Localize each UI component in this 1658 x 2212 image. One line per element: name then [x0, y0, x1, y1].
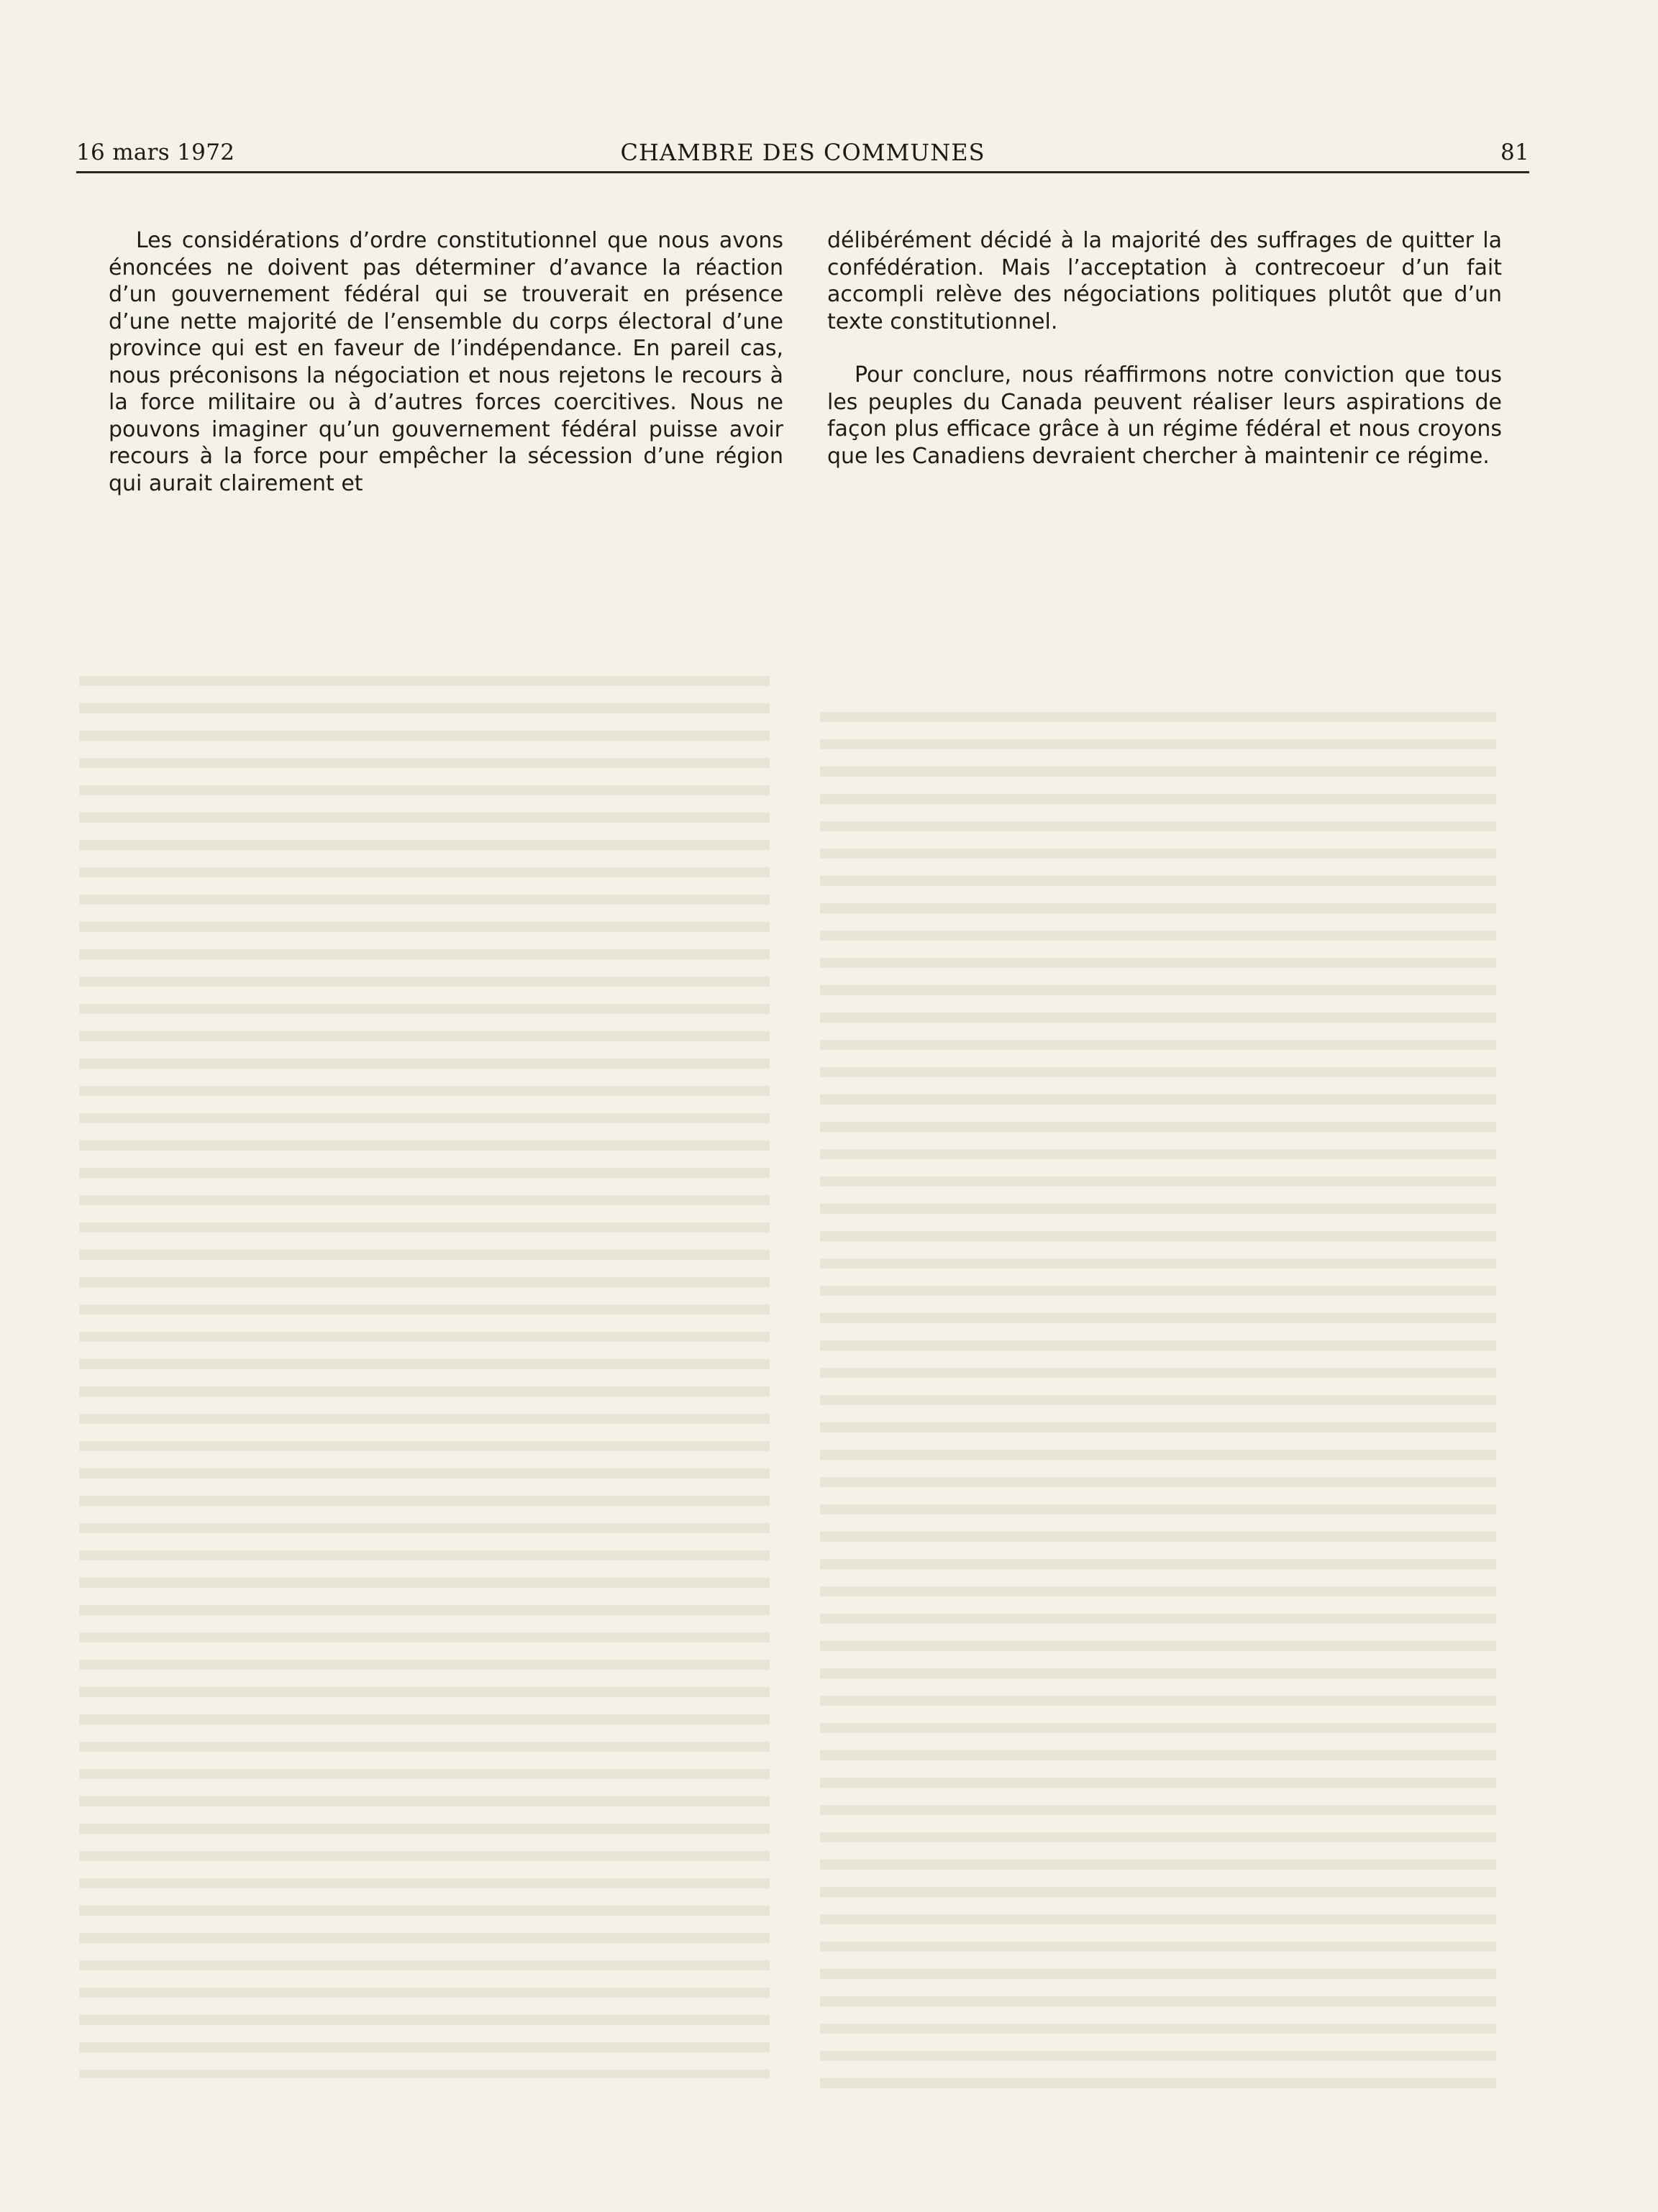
paragraph: Pour conclure, nous réaffirmons notre conviction que tous les peuples du Canada peuvent réaliser leurs aspirations de façon plus efficace grâce à un régime fédéral et nous croyons que les Canadiens devraient chercher à maintenir ce régime.	[827, 362, 1502, 469]
show-through-texture	[79, 676, 770, 2078]
header-date: 16 mars 1972	[76, 140, 235, 165]
paragraph: Les considérations d’ordre constitutionnel que nous avons énoncées ne doivent pas déterminer d’avance la réaction d’un gouvernement fédéral qui se trouverait en présence d’une nette majorité de l’ensemble du corps électoral d’une province qui est en faveur de l’indépendance. En pareil cas, nous préconisons la négociation et nous rejetons le recours à la force militaire ou à d’autres forces coercitives. Nous ne pouvons imaginer qu’un gouvernement fédéral puisse avoir recours à la force pour empêcher la sécession d’une région qui aurait clairement et	[109, 228, 783, 496]
header-title: CHAMBRE DES COMMUNES	[620, 139, 985, 166]
page-number: 81	[1500, 140, 1529, 165]
paragraph: délibérément décidé à la majorité des suffrages de quitter la confédération. Mais l’acceptation à contrecoeur d’un fait accompli relève des négociations politiques plutôt que d’un texte constitutionnel.	[827, 228, 1502, 334]
show-through-texture	[820, 712, 1496, 2100]
left-column	[109, 227, 783, 497]
right-column	[827, 227, 1502, 470]
running-header	[76, 134, 1529, 173]
